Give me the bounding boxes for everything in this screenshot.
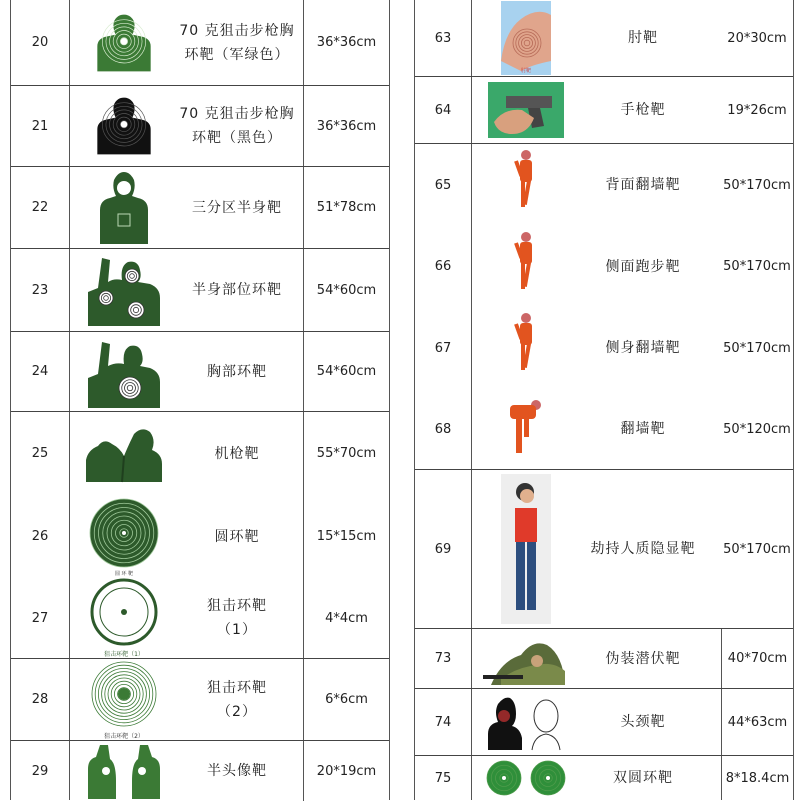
target-size: 50*170cm bbox=[723, 541, 791, 557]
table-row bbox=[11, 249, 389, 332]
target-name: 半身部位环靶 bbox=[192, 282, 282, 298]
table-row bbox=[11, 495, 389, 578]
target-name: 机枪靶 bbox=[214, 445, 260, 462]
table-row bbox=[415, 689, 793, 756]
target-name: 半头像靶 bbox=[207, 763, 267, 779]
row-number: 27 bbox=[31, 610, 49, 626]
table-row bbox=[11, 659, 389, 741]
target-name: 手枪靶 bbox=[620, 102, 666, 118]
target-size: 36*36cm bbox=[303, 0, 389, 85]
left-table bbox=[10, 0, 390, 800]
row-number: 73 bbox=[434, 651, 452, 666]
table-row bbox=[11, 332, 389, 412]
svg-text:狙击环靶（2）: 狙击环靶（2） bbox=[104, 732, 144, 740]
table-row bbox=[415, 629, 793, 689]
row-number: 26 bbox=[31, 529, 49, 544]
target-size: 20*19cm bbox=[303, 741, 389, 801]
round-ring-target-icon bbox=[69, 495, 179, 578]
table-row bbox=[11, 86, 389, 167]
table-row bbox=[415, 0, 793, 77]
table-row bbox=[11, 412, 389, 495]
target-name: 圆环靶 bbox=[214, 528, 260, 545]
target-name: 侧面跑步靶 bbox=[605, 258, 681, 275]
target-image bbox=[69, 167, 179, 248]
table-row bbox=[415, 77, 793, 144]
row-number: 22 bbox=[31, 200, 49, 215]
row-number: 64 bbox=[434, 102, 452, 118]
target-size: 4*4cm bbox=[303, 578, 389, 658]
target-image bbox=[69, 741, 179, 801]
target-image bbox=[69, 332, 179, 411]
svg-text:圆 环 靶: 圆 环 靶 bbox=[114, 570, 134, 577]
target-name: 肘靶 bbox=[628, 30, 658, 46]
target-size: 44*63cm bbox=[721, 689, 793, 755]
sniper-chest-target-black-icon bbox=[69, 86, 179, 166]
target-name: 70 克狙击步枪胸 环靶（军绿色） bbox=[179, 22, 295, 63]
target-size: 50*120cm bbox=[723, 421, 791, 437]
target-size: 36*36cm bbox=[303, 86, 389, 166]
svg-text:肘靶: 肘靶 bbox=[520, 68, 532, 74]
table-row bbox=[11, 167, 389, 249]
three-zone-half-body-target-icon bbox=[69, 167, 179, 248]
table-row bbox=[11, 578, 389, 659]
target-size: 51*78cm bbox=[303, 167, 389, 248]
target-size: 54*60cm bbox=[303, 249, 389, 331]
row-number: 69 bbox=[434, 541, 452, 557]
target-name: 劫持人质隐显靶 bbox=[590, 541, 696, 557]
table-row bbox=[415, 470, 793, 629]
half-head-target-icon bbox=[69, 741, 179, 801]
row-number: 24 bbox=[31, 364, 49, 379]
row-number: 21 bbox=[31, 118, 49, 134]
half-body-ring-target-icon bbox=[69, 249, 179, 331]
target-size: 50*170cm bbox=[723, 340, 791, 356]
target-name: 双圆环靶 bbox=[613, 770, 673, 786]
target-size: 8*18.4cm bbox=[721, 756, 793, 800]
target-size: 40*70cm bbox=[721, 629, 793, 688]
target-size: 50*170cm bbox=[723, 259, 791, 274]
target-name: 胸部环靶 bbox=[207, 363, 267, 380]
target-image bbox=[69, 249, 179, 331]
table-row bbox=[415, 307, 793, 389]
row-number: 67 bbox=[434, 340, 452, 356]
row-number: 65 bbox=[434, 177, 452, 193]
target-name: 伪装潜伏靶 bbox=[605, 650, 681, 667]
row-number: 68 bbox=[434, 421, 452, 437]
table-row bbox=[415, 144, 793, 226]
target-name: 背面翻墙靶 bbox=[605, 177, 681, 193]
sniper-chest-target-green-icon bbox=[69, 0, 179, 85]
target-image bbox=[69, 578, 179, 658]
target-size: 19*26cm bbox=[727, 102, 787, 118]
target-image bbox=[69, 0, 179, 85]
target-size: 15*15cm bbox=[303, 495, 389, 578]
target-image bbox=[69, 495, 179, 578]
target-image bbox=[69, 412, 179, 495]
target-image bbox=[69, 659, 179, 740]
chest-ring-target-icon bbox=[69, 332, 179, 411]
table-row bbox=[415, 389, 793, 470]
row-number: 63 bbox=[434, 30, 452, 46]
row-number: 29 bbox=[31, 763, 49, 779]
target-size: 20*30cm bbox=[727, 30, 787, 46]
right-table bbox=[414, 0, 794, 800]
target-name: 头颈靶 bbox=[620, 714, 666, 730]
target-name: 狙击环靶 （2） bbox=[207, 679, 267, 720]
svg-text:狙击环靶（1）: 狙击环靶（1） bbox=[104, 651, 144, 658]
target-name: 侧身翻墙靶 bbox=[605, 340, 681, 356]
target-size: 50*170cm bbox=[723, 177, 791, 193]
target-size: 54*60cm bbox=[303, 332, 389, 411]
target-size: 6*6cm bbox=[303, 659, 389, 740]
target-name: 三分区半身靶 bbox=[192, 199, 282, 216]
table-row bbox=[11, 741, 389, 801]
row-number: 74 bbox=[434, 714, 452, 730]
sniper-ring-target-1-icon bbox=[69, 578, 179, 658]
table-row bbox=[11, 0, 389, 86]
machine-gun-target-icon bbox=[69, 412, 179, 495]
row-number: 23 bbox=[31, 282, 49, 298]
target-name: 狙击环靶 （1） bbox=[207, 598, 267, 638]
row-number: 25 bbox=[31, 446, 49, 461]
target-size: 55*70cm bbox=[303, 412, 389, 495]
target-name: 70 克狙击步枪胸 环靶（黑色） bbox=[179, 106, 295, 146]
row-number: 28 bbox=[31, 692, 49, 707]
table-row bbox=[415, 226, 793, 307]
table-row bbox=[415, 756, 793, 800]
row-number: 66 bbox=[434, 259, 452, 274]
row-number: 75 bbox=[434, 770, 452, 786]
sniper-ring-target-2-icon bbox=[69, 659, 179, 740]
row-number: 20 bbox=[31, 35, 49, 50]
target-image bbox=[69, 86, 179, 166]
target-name: 翻墙靶 bbox=[620, 421, 666, 437]
